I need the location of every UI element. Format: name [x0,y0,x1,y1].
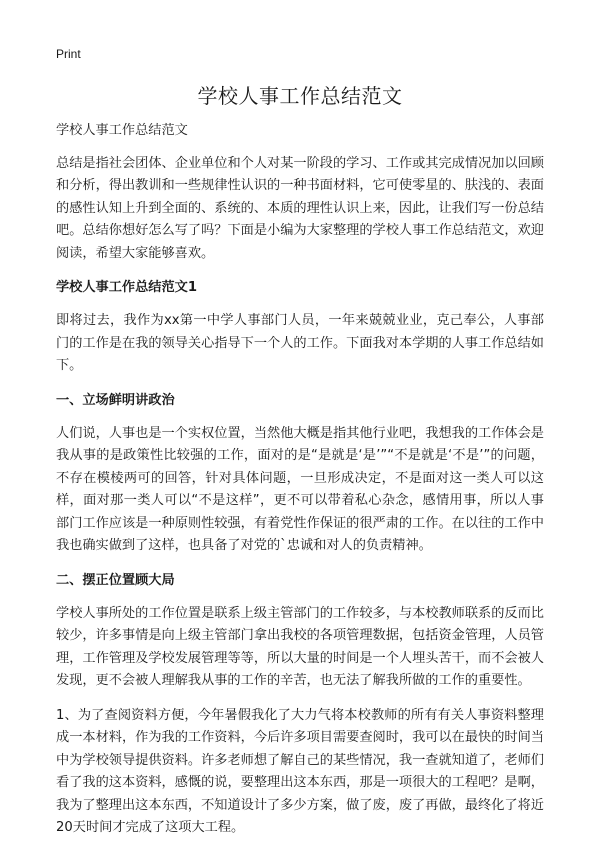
list-paragraph-1: 1、为了查阅资料方便，今年暑假我化了大力气将本校教师的所有有关人事资料整理成一本材料，作为我的工作资料，今后许多项目需要查阅时，我可以在最快的时间当中为学校领导提供资料。许多老师想了解自己的某些情况，我一查就知道了，老师们看了我的这本资料，感慨的说，要整理出这本东西，那是一项很大的工程吧？是啊，我为了整理出这本东西，不知道设计了多少方案，做了废，废了再做，最终化了将近20天时间才完成了这项大工程。 [56,707,544,835]
subsection-heading-politics: 一、立场鲜明讲政治 [56,392,175,408]
intro-paragraph: 总结是指社会团体、企业单位和个人对某一阶段的学习、工作或其完成情况加以回顾和分析，得出教训和一些规律性认识的一种书面材料，它可使零星的、肤浅的、表面的感性认知上升到全面的、系统的、本质的理性认识上来，因此，让我们写一份总结吧。总结你想好怎么写了吗？下面是小编为大家整理的学校人事工作总结范文，欢迎阅读，希望大家能够喜欢。 [56,155,544,261]
section-paragraph: 即将过去，我作为xx第一中学人事部门人员，一年来兢兢业业，克己奉公，人事部门的工作是在我的领导关心指导下一个人的工作。下面我对本学期的人事工作总结如下。 [56,313,544,373]
page-title: 学校人事工作总结范文 [197,84,403,108]
print-link[interactable]: Print [56,47,81,61]
subsection-heading-position: 二、摆正位置顾大局 [56,572,175,588]
section-heading: 学校人事工作总结范文1 [56,280,198,295]
article-subtitle: 学校人事工作总结范文 [56,123,188,138]
subsection-paragraph-politics: 人们说，人事也是一个实权位置，当然他大概是指其他行业吧，我想我的工作体会是我从事的是政策性比较强的工作，面对的是“是就是‘是’”“不是就是‘不是’”的问题，不存在模棱两可的回答，针对具体问题，一旦形成决定，不是面对这一类人可以这样，面对那一类人可以“不是这样”，更不可以带着私心杂念，感情用事，所以人事部门工作应该是一种原则性较强，有着党性作保证的很严肃的工作。在以往的工作中我也确实做到了这样，也具备了对党的`忠诚和对人的负责精神。 [56,425,544,553]
subsection-paragraph-position: 学校人事所处的工作位置是联系上级主管部门的工作较多，与本校教师联系的反而比较少，许多事情是向上级主管部门拿出我校的各项管理数据，包括资金管理，人员管理，工作管理及学校发展管理等等，所以大量的时间是一个人埋头苦干，而不会被人发现，更不会被人理解我从事的工作的辛苦，也无法了解我所做的工作的重要性。 [56,605,544,688]
article-body [56,120,544,852]
